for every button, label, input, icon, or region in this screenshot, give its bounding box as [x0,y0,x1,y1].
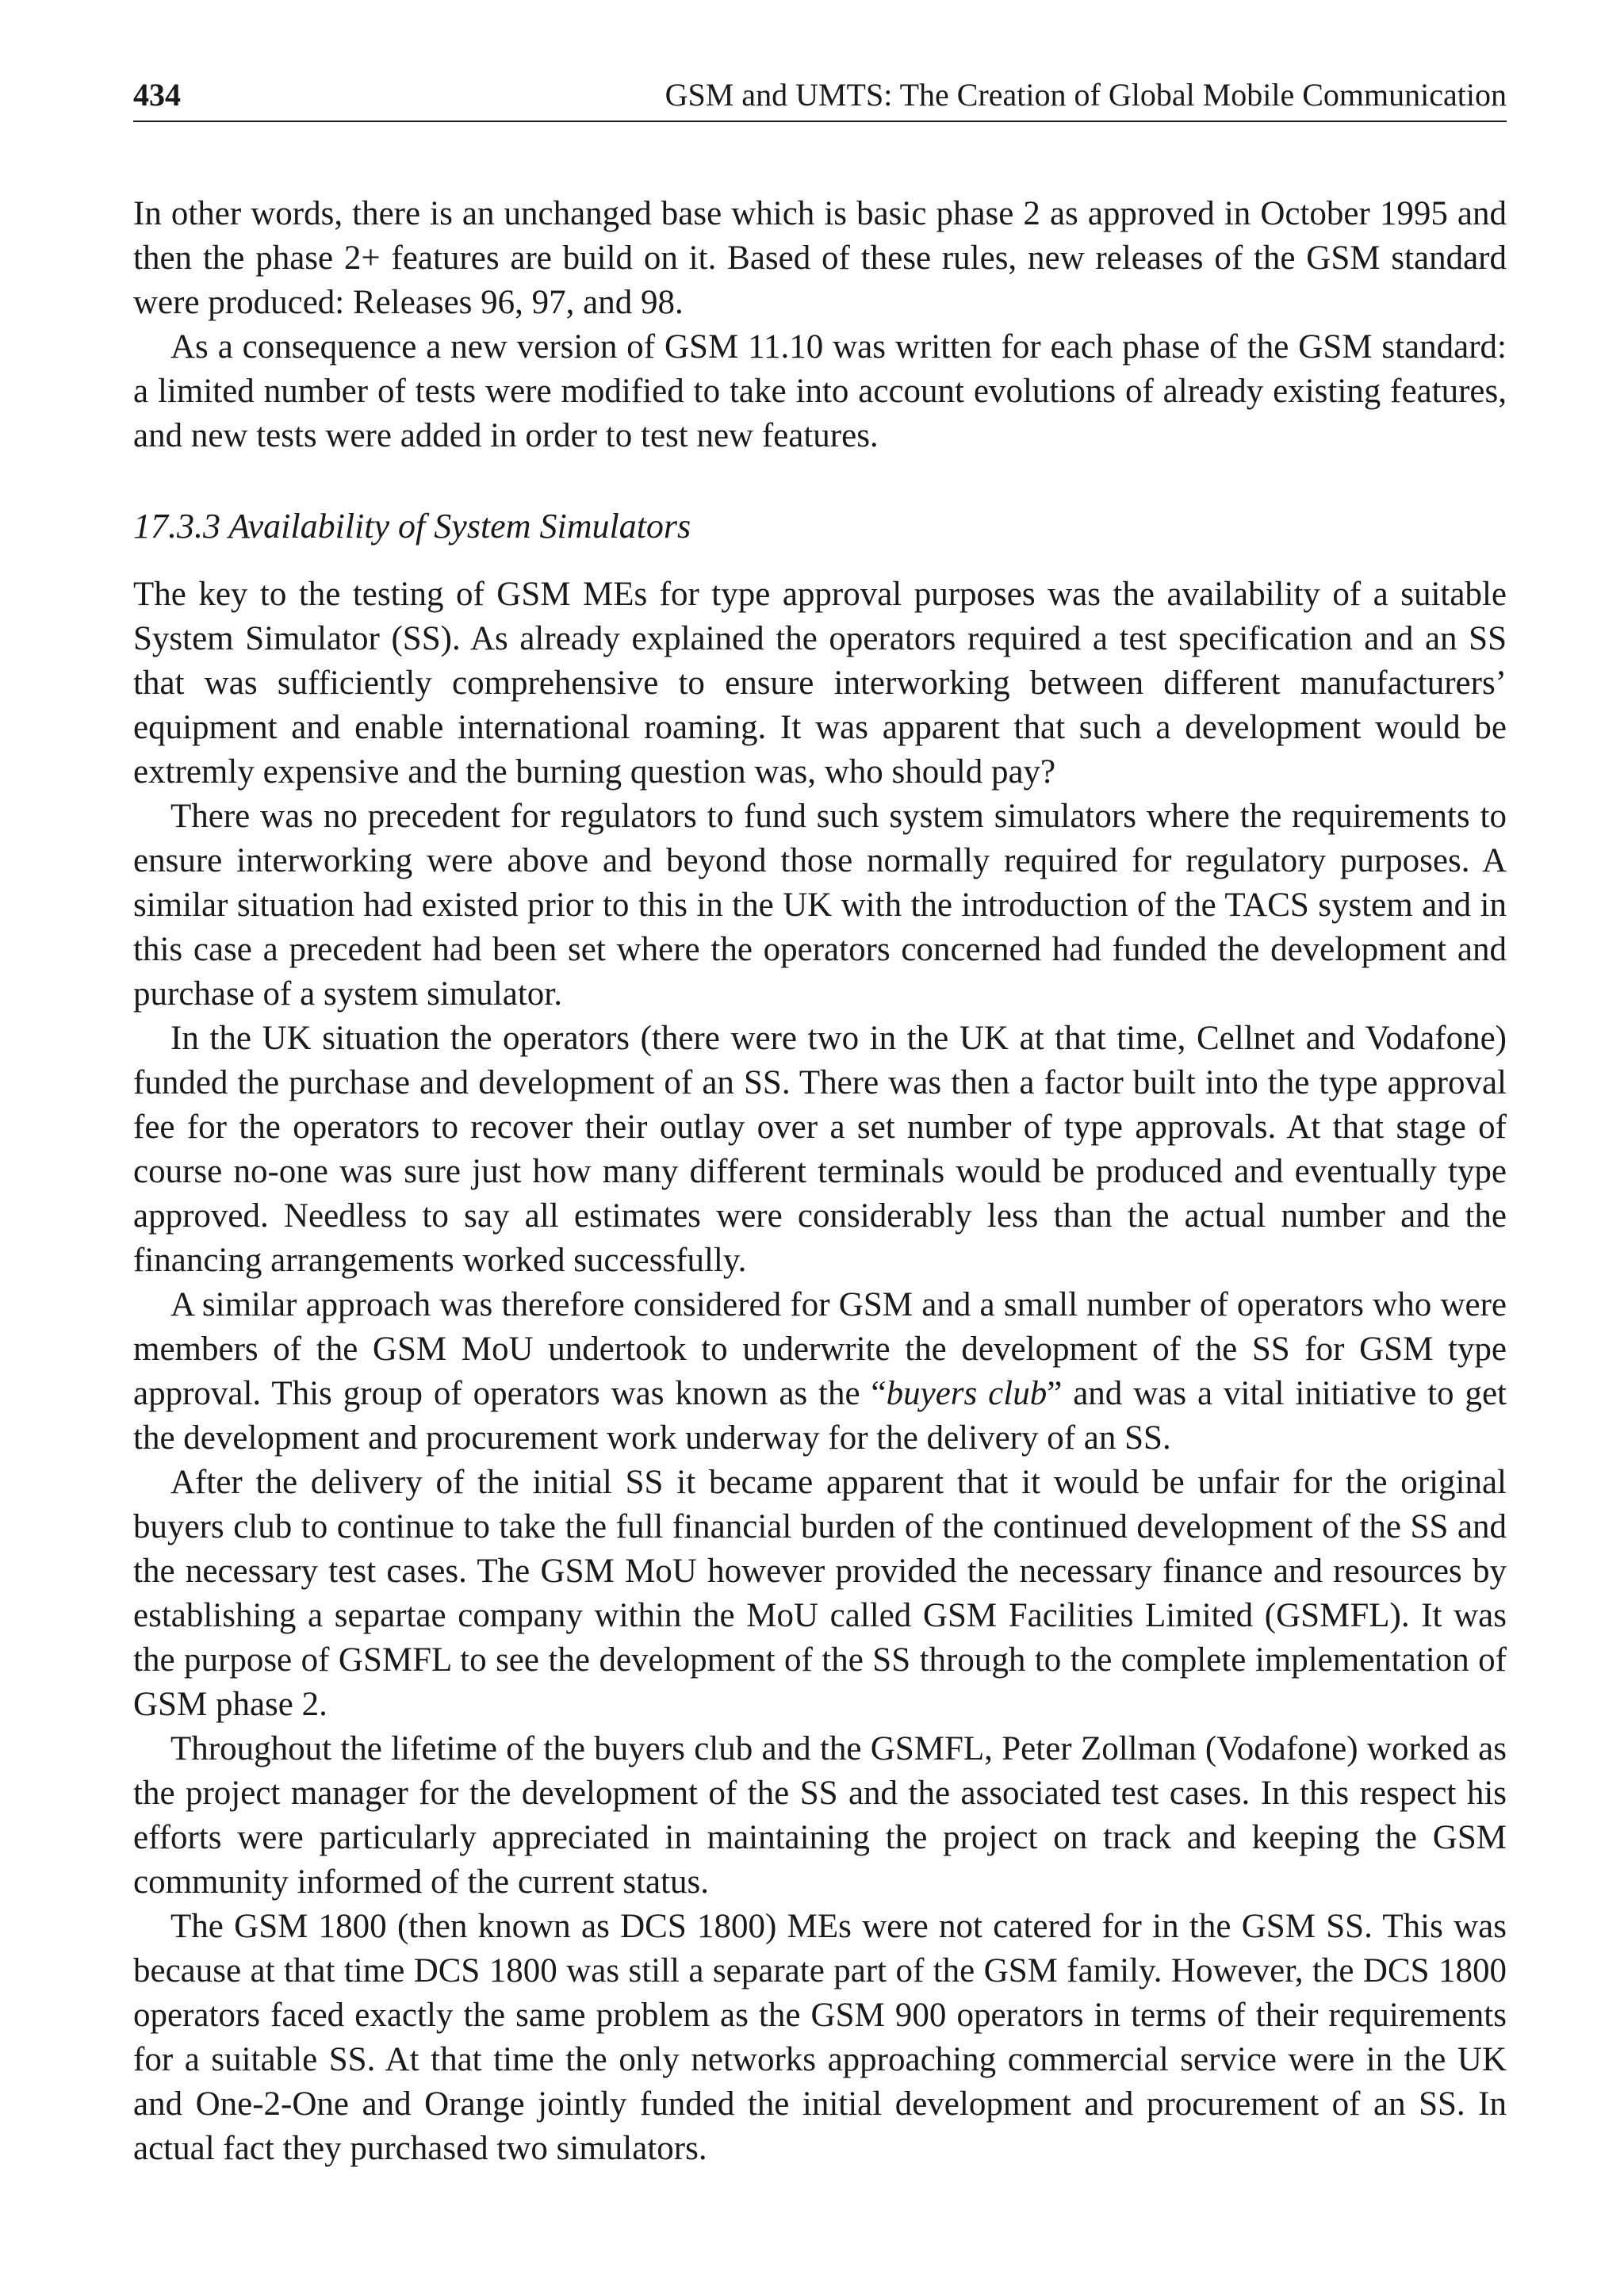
book-title: GSM and UMTS: The Creation of Global Mobile Communication [665,77,1507,113]
body-paragraph: Throughout the lifetime of the buyers club and the GSMFL, Peter Zollman (Vodafone) worked as the project manager for the development of the SS and the associated test cases. In this respect his efforts were particularly appreciated in maintaining the project on track and keeping the GSM community informed of the current status. [133,1730,1507,1901]
paragraph-text: A similar approach was therefore considered for GSM and a small number of operators who were members of the GSM MoU undertook to underwrite the development of the SS for GSM type approval. This group of operators was known as the “ [133,1286,1507,1412]
page-number: 434 [133,77,181,113]
section-heading: 17.3.3 Availability of System Simulators [133,507,691,546]
body-paragraph: As a consequence a new version of GSM 11.10 was written for each phase of the GSM standard: a limited number of tests were modified to take into account evolutions of already existing features, and new tests were added in order to test new features. [133,328,1507,454]
body-paragraph: The key to the testing of GSM MEs for type approval purposes was the availability of a suitable System Simulator (SS). As already explained the operators required a test specification and an SS that was sufficiently comprehensive to ensure interworking between different manufacturers’ equipment and enable international roaming. It was apparent that such a development would be extremly expensive and the burning question was, who should pay? [133,576,1507,791]
body-paragraph: The GSM 1800 (then known as DCS 1800) MEs were not catered for in the GSM SS. This was because at that time DCS 1800 was still a separate part of the GSM family. However, the DCS 1800 operators faced exactly the same problem as the GSM 900 operators in terms of their requirements for a suitable SS. At that time the only networks approaching commercial service were in the UK and One-2-One and Orange jointly funded the initial development and procurement of an SS. In actual fact they purchased two simulators. [133,1908,1507,2167]
body-paragraph [133,1283,1507,1461]
body-paragraph: In the UK situation the operators (there were two in the UK at that time, Cellnet and Vodafone) funded the purchase and development of an SS. There was then a factor built into the type approval fee for the operators to recover their outlay over a set number of type approvals. At that stage of course no-one was sure just how many different terminals would be produced and eventually type approved. Needless to say all estimates were considerably less than the actual number and the financing arrangements worked successfully. [133,1020,1507,1279]
emphasized-term: buyers club [886,1375,1048,1412]
paragraph-text: ” and was a vital initiative to get the development and procurement work underway for the delivery of an SS. [133,1375,1507,1457]
body-paragraph: There was no precedent for regulators to fund such system simulators where the requirements to ensure interworking were above and beyond those normally required for regulatory purposes. A similar situation had existed prior to this in the UK with the introduction of the TACS system and in this case a precedent had been set where the operators concerned had funded the development and purchase of a system simulator. [133,798,1507,1013]
body-paragraph: After the delivery of the initial SS it became apparent that it would be unfair for the original buyers club to continue to take the full financial burden of the continued development of the SS and the necessary test cases. The GSM MoU however provided the necessary finance and resources by establishing a separtae company within the MoU called GSM Facilities Limited (GSMFL). It was the purpose of GSMFL to see the development of the SS through to the complete implementation of GSM phase 2. [133,1464,1507,1723]
running-header [133,76,1507,122]
book-page [133,76,1507,2171]
body-paragraph: In other words, there is an unchanged base which is basic phase 2 as approved in October 1995 and then the phase 2+ features are build on it. Based of these rules, new releases of the GSM standard were produced: Releases 96, 97, and 98. [133,195,1507,321]
page-body [133,192,1507,2171]
